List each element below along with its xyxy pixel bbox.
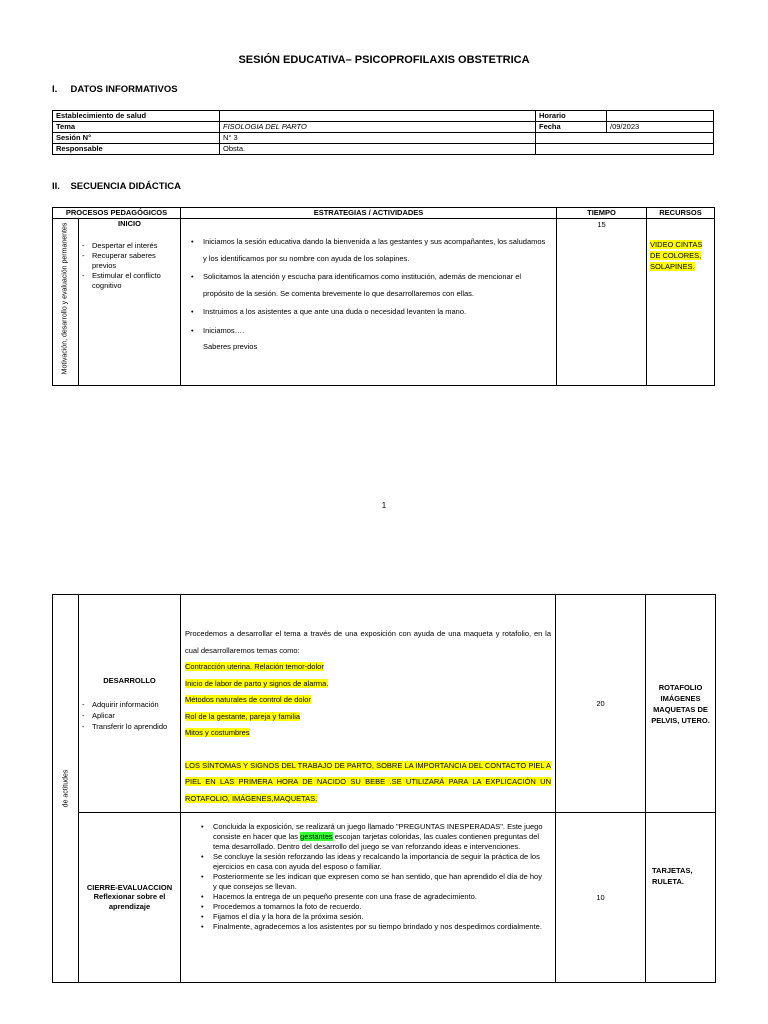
- inicio-title: INICIO: [118, 219, 141, 228]
- empty-cell: [536, 133, 607, 144]
- list-item: • Procedemos a tomarnos la foto de recuerdo.: [199, 902, 547, 912]
- cierre-act-text: Concluida la exposición, se realizará un juego llamado "PREGUNTAS INESPERADAS". Este juego consiste en hacer que las: [213, 822, 543, 841]
- header-estrategias: ESTRATEGIAS / ACTIVIDADES: [181, 208, 557, 219]
- saberes-previos: Saberes previos: [203, 342, 258, 351]
- section-secuencia-didactica: II. SECUENCIA DIDÁCTICA: [52, 181, 181, 192]
- list-item: • Instruimos a los asistentes a que ante una duda o necesidad levanten la mano.: [189, 304, 550, 321]
- establecimiento-label: Establecimiento de salud: [53, 111, 220, 122]
- desarrollo-topic: Métodos naturales de control de dolor: [185, 695, 311, 704]
- inicio-recursos: VIDEO CINTAS DE COLORES, SOLAPINES.: [650, 240, 703, 271]
- list-item: • Iniciamos….: [189, 323, 550, 340]
- list-item: - Recuperar saberes previos: [82, 251, 177, 271]
- document-title: SESIÓN EDUCATIVA– PSICOPROFILAXIS OBSTETRICA: [238, 54, 530, 66]
- vertical-cell: [53, 219, 79, 386]
- page-number: 1: [381, 501, 387, 510]
- sesion-label: Sesión N°: [53, 133, 220, 144]
- desarrollo-title: DESARROLLO: [103, 675, 156, 685]
- cierre-act-text: escojan tarjetas coloridas, las cuales contienen preguntas del tema desarrollado. Dentro del desarrollo del juego se van reforzando ideas e intervenciones.: [213, 832, 540, 851]
- secuencia-table-continued: [52, 594, 716, 983]
- list-item: • Hacemos la entrega de un pequeño presente con una frase de agradecimiento.: [199, 892, 547, 902]
- vertical-label: Motivación, desarrollo y evaluación permanentes: [61, 222, 69, 375]
- desarrollo-list: [82, 699, 177, 732]
- list-item: - Adquirir información: [82, 699, 177, 710]
- desarrollo-intro: Procedemos a desarrollar el tema a través de una exposición con ayuda de una maqueta y rotafolio, en la cual desarrollaremos temas como:: [185, 629, 551, 655]
- list-item: - Aplicar: [82, 710, 177, 721]
- secuencia-table: [52, 207, 715, 386]
- section-datos-informativos: I. DATOS INFORMATIVOS: [52, 84, 178, 95]
- desarrollo-upper-text: LOS SÍNTOMAS Y SIGNOS DEL TRABAJO DE PARTO, SOBRE LA IMPORTANCIA DEL CONTACTO PIEL A PIEL EN LAS PRIMERA HORA DE NACIDO SU BEBE .SE UTILIZARÁ PARA LA EXPLICACIÓN UN ROTAFOLIO, IMÁGENES,MAQUETAS.: [185, 760, 551, 803]
- list-item: • Se concluye la sesión reforzando las ideas y recalcando la importancia de seguir la práctica de los ejercicios en casa con ayuda del esposo o familiar.: [199, 852, 547, 872]
- header-tiempo: TIEMPO: [557, 208, 647, 219]
- horario-value: [607, 111, 714, 122]
- info-table: [52, 110, 714, 155]
- inicio-activities: [189, 234, 550, 339]
- responsable-label: Responsable: [53, 144, 220, 155]
- empty-cell: [536, 144, 607, 155]
- cierre-act-highlight: gestantes: [300, 832, 333, 841]
- inicio-cell: [79, 219, 181, 386]
- fecha-value: /09/2023: [607, 122, 714, 133]
- list-item: • Posteriormente se les indican que expresen como se han sentido, que han aprendido el día de hoy y que consejos se llevan.: [199, 872, 547, 892]
- cierre-recursos: TARJETAS, RULETA.: [646, 813, 716, 983]
- tema-label: Tema: [53, 122, 220, 133]
- inicio-recursos-cell: [647, 219, 715, 386]
- empty-cell: [607, 144, 714, 155]
- list-item: • Solicitamos la atención y escucha para identificarnos como institución, además de mencionar el propósito de la sesión. Se comenta brevemente lo que desarrollaremos con ellas.: [189, 269, 550, 302]
- desarrollo-activities-cell: [181, 595, 556, 813]
- desarrollo-topic: Inicio de labor de parto y signos de alarma.: [185, 678, 329, 688]
- sesion-value: N° 3: [220, 133, 536, 144]
- empty-cell: [607, 133, 714, 144]
- desarrollo-topic: Rol de la gestante, pareja y familia: [185, 711, 301, 721]
- list-item: - Estimular el conflicto cognitivo: [82, 271, 177, 291]
- cierre-subtitle: Reflexionar sobre el aprendizaje: [93, 892, 166, 911]
- desarrollo-topic: Contracción uterina. Relación temor-dolor: [185, 662, 324, 671]
- desarrollo-topic: Mitos y costumbres: [185, 728, 250, 737]
- list-item: • Fijamos el día y la hora de la próxima sesión.: [199, 912, 547, 922]
- cierre-cell: [79, 813, 181, 983]
- horario-label: Horario: [536, 111, 607, 122]
- cierre-tiempo: 10: [556, 813, 646, 983]
- inicio-list: [82, 241, 177, 291]
- inicio-activities-cell: [181, 219, 557, 386]
- list-item: [199, 822, 547, 852]
- header-procesos: PROCESOS PEDAGÓGICOS: [53, 208, 181, 219]
- inicio-tiempo: 15: [557, 219, 647, 386]
- vertical-cell: [53, 595, 79, 983]
- list-item: • Finalmente, agradecemos a los asistentes por su tiempo brindado y nos despedimos cordialmente.: [199, 922, 547, 932]
- cierre-activities: [189, 822, 547, 932]
- establecimiento-value: [220, 111, 536, 122]
- cierre-title: CIERRE-EVALUACCION: [86, 883, 173, 892]
- fecha-label: Fecha: [536, 122, 607, 133]
- list-item: • Iniciamos la sesión educativa dando la bienvenida a las gestantes y sus acompañantes, los saludamos y los identificamos por su nombre con ayuda de los solapines.: [189, 234, 550, 267]
- tema-value: FISOLOGIA DEL PARTO: [220, 122, 536, 133]
- vertical-label: de actitudes: [62, 769, 70, 808]
- desarrollo-tiempo: 20: [556, 595, 646, 813]
- responsable-value: Obsta.: [220, 144, 536, 155]
- desarrollo-cell: [79, 595, 181, 813]
- list-item: - Transferir lo aprendido: [82, 721, 177, 732]
- desarrollo-recursos: ROTAFOLIO IMÁGENES MAQUETAS DE PELVIS, UTERO.: [646, 595, 716, 813]
- cierre-activities-cell: [181, 813, 556, 983]
- header-recursos: RECURSOS: [647, 208, 715, 219]
- list-item: - Despertar el interés: [82, 241, 177, 251]
